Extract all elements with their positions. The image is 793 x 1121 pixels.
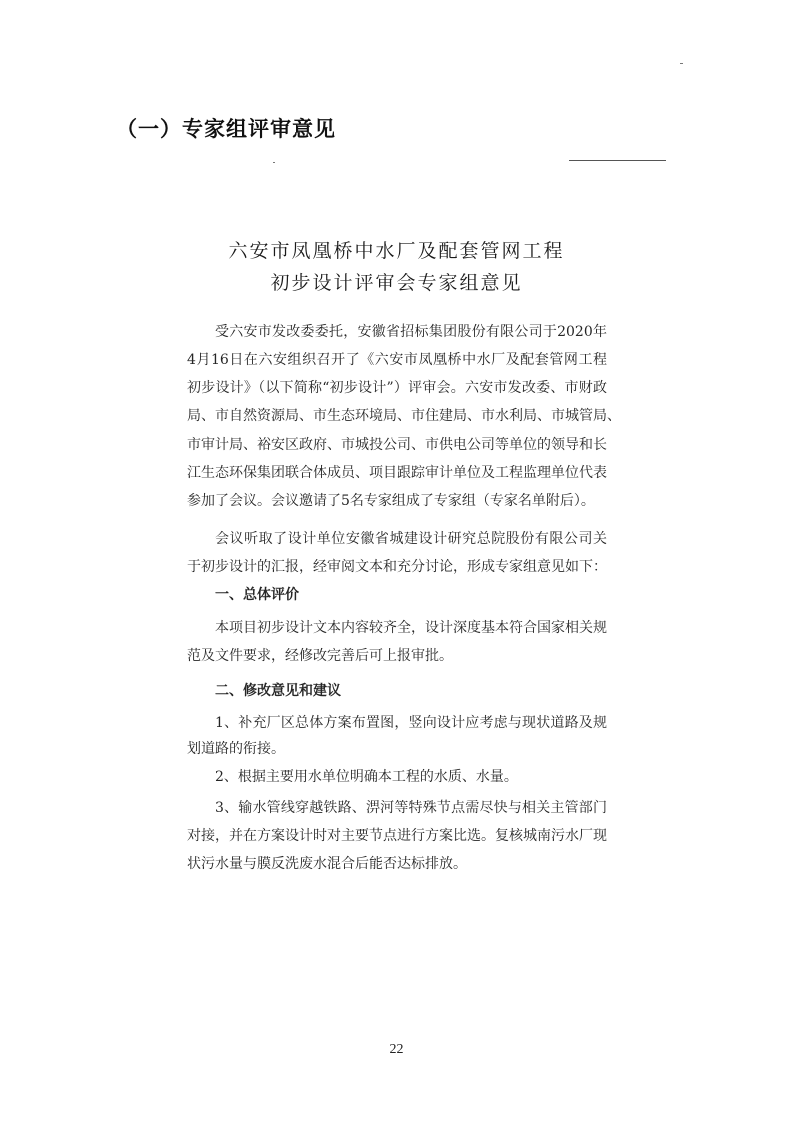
list-item-continuation: 对接，并在方案设计时对主要节点进行方案比选。复核城南污水厂现 xyxy=(187,828,607,844)
paragraph-line: 参加了会议。会议邀请了5名专家组成了专家组（专家名单附后）。 xyxy=(187,493,595,509)
list-item-continuation: 状污水量与膜反洗废水混合后能否达标排放。 xyxy=(187,856,467,872)
paragraph-line: 初步设计》（以下简称“初步设计”）评审会。六安市发改委、市财政 xyxy=(187,380,607,396)
list-item-continuation: 划道路的衔接。 xyxy=(187,741,285,757)
paragraph-line: 受六安市发改委委托，安徽省招标集团股份有限公司于2020年 xyxy=(215,324,607,340)
scan-speck xyxy=(273,162,275,163)
header-rule xyxy=(569,160,666,161)
document-title-line-1: 六安市凤凰桥中水厂及配套管网工程 xyxy=(228,240,565,262)
paragraph-line: 江生态环保集团联合体成员、项目跟踪审计单位及工程监理单位代表 xyxy=(187,465,607,481)
paragraph-line: 市审计局、裕安区政府、市城投公司、市供电公司等单位的领导和长 xyxy=(187,437,607,453)
paragraph-line: 会议听取了设计单位安徽省城建设计研究总院股份有限公司关 xyxy=(215,531,607,547)
paragraph-line: 于初步设计的汇报，经审阅文本和充分讨论，形成专家组意见如下： xyxy=(187,559,607,575)
paragraph-line: 4月16日在六安组织召开了《六安市凤凰桥中水厂及配套管网工程 xyxy=(187,352,607,368)
list-item: 1、补充厂区总体方案布置图，竖向设计应考虑与现状道路及规 xyxy=(215,715,607,731)
list-item: 3、输水管线穿越铁路、淠河等特殊节点需尽快与相关主管部门 xyxy=(215,800,607,816)
subheading-suggestions: 二、修改意见和建议 xyxy=(215,683,341,699)
scan-speck xyxy=(680,63,683,64)
paragraph-line: 局、市自然资源局、市生态环境局、市住建局、市水利局、市城管局、 xyxy=(187,408,621,424)
paragraph-line: 范及文件要求，经修改完善后可上报审批。 xyxy=(187,648,453,664)
list-item: 2、根据主要用水单位明确本工程的水质、水量。 xyxy=(215,769,518,785)
paragraph-line: 本项目初步设计文本内容较齐全，设计深度基本符合国家相关规 xyxy=(215,620,607,636)
page-number: 22 xyxy=(389,1042,404,1057)
section-heading: （一）专家组评审意见 xyxy=(116,117,336,141)
subheading-overall-evaluation: 一、总体评价 xyxy=(215,587,299,603)
document-title-line-2: 初步设计评审会专家组意见 xyxy=(270,272,523,294)
